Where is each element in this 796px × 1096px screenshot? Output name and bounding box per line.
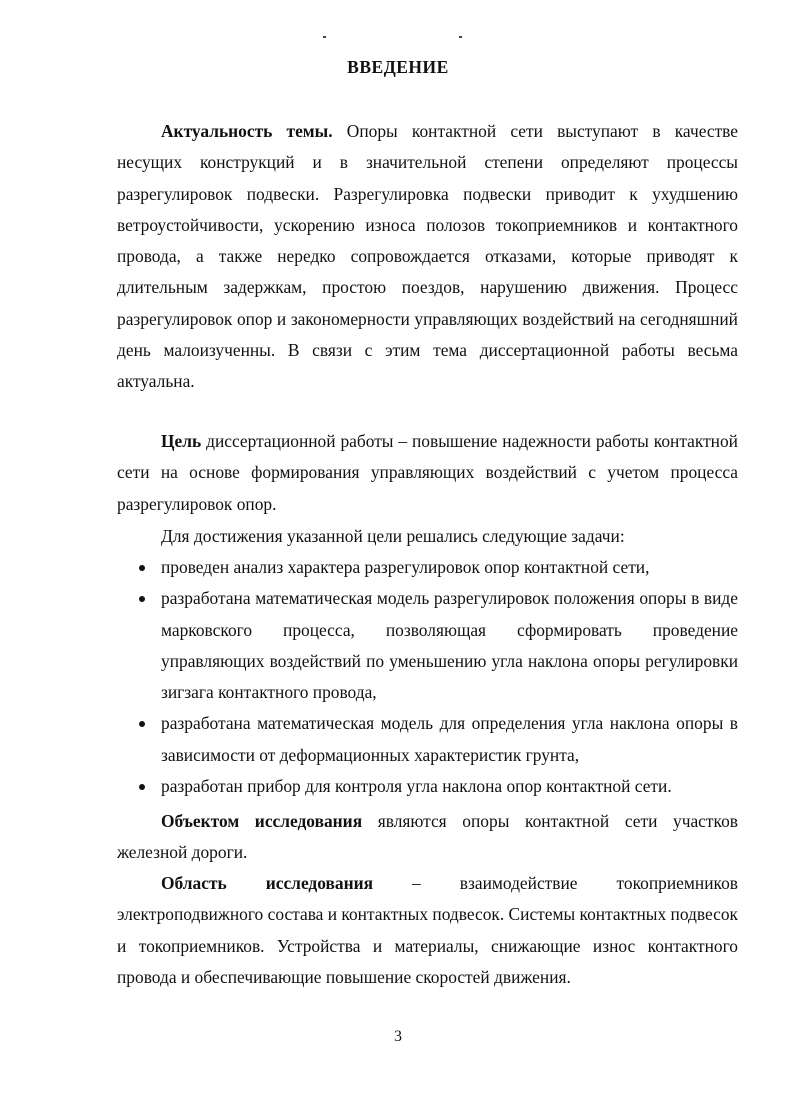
object-paragraph [117, 806, 738, 869]
relevance-lead: Актуальность темы. [161, 121, 333, 141]
goal-text: диссертационной работы – повышение надежности работы контактной сети на основе формирования управляющих воздействий с учетом процесса разрегулировок опор. [117, 431, 738, 514]
task-text: разработана математическая модель разрегулировок положения опоры в виде марковского процесса, позволяющая сформировать проведение управляющих воздействий по уменьшению угла наклона опоры регулировки зигзага контактного провода, [161, 588, 738, 703]
area-paragraph [117, 868, 738, 993]
list-item [117, 583, 738, 708]
scan-speck [459, 36, 462, 38]
relevance-text: Опоры контактной сети выступают в качестве несущих конструкций и в значительной степени определяют процессы разрегулировок подвески. Разрегулировка подвески приводит к ухудшению ветроустойчивости, ускорению износа полозов токоприемников и контактного провода, а также нередко сопровождается отказами, которые приводят к длительным задержкам, простою поездов, нарушению движения. Процесс разрегулировок опор и закономерности управляющих воздействий на сегодняшний день малоизученны. В связи с этим тема диссертационной работы весьма актуальна. [117, 121, 738, 392]
list-item [117, 771, 738, 802]
object-lead: Объектом исследования [161, 811, 363, 831]
area-text: – взаимодействие токоприемников электроподвижного состава и контактных подвесок. Системы контактных подвесок и токоприемников. Устройства и материалы, снижающие износ контактного провода и обеспечивающие повышение скоростей движения. [117, 873, 738, 987]
relevance-paragraph [117, 116, 738, 398]
tasks-intro-paragraph [117, 521, 738, 552]
page-number: 3 [394, 1028, 402, 1045]
area-lead: Область исследования [161, 873, 374, 893]
bullet-icon [139, 784, 145, 790]
object-text: являются опоры контактной сети участков железной дороги. [117, 811, 738, 863]
tasks-intro: Для достижения указанной цели решались следующие задачи: [161, 526, 625, 546]
bullet-icon [139, 565, 145, 571]
section-heading: ВВЕДЕНИЕ [347, 57, 449, 77]
tasks-list [117, 552, 738, 802]
goal-lead: Цель [161, 431, 202, 451]
bullet-icon [139, 721, 145, 727]
list-item [117, 708, 738, 771]
task-text: разработана математическая модель для определения угла наклона опоры в зависимости от деформационных характеристик грунта, [161, 713, 738, 765]
bullet-icon [139, 596, 145, 602]
goal-paragraph [117, 426, 738, 520]
task-text: разработан прибор для контроля угла наклона опор контактной сети. [161, 776, 672, 797]
task-text: проведен анализ характера разрегулировок опор контактной сети, [161, 557, 650, 577]
scan-speck [323, 36, 326, 38]
list-item [117, 552, 738, 583]
